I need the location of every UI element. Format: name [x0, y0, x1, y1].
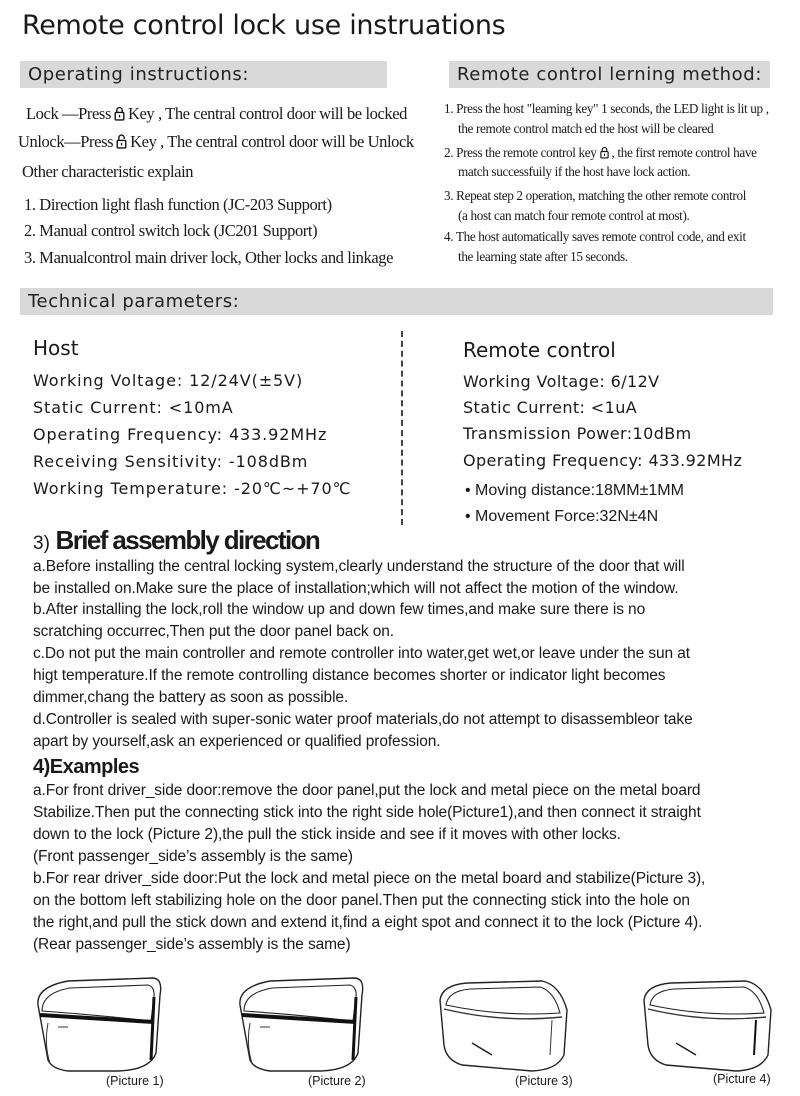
host-param: Working Temperature: -20℃~+70℃ [33, 479, 352, 498]
example-line: (Front passenger_side’s assembly is the same) [33, 848, 353, 865]
lock-instruction-prefix: Lock —Press [26, 104, 111, 123]
remote-bullet: • Moving distance:18MM±1MM [465, 482, 684, 499]
learning-step: 4. The host automatically saves remote control code, and exit [444, 229, 746, 244]
learning-step-2 [444, 144, 757, 161]
picture-caption: (Picture 1) [106, 1074, 164, 1088]
operating-instructions-heading: Operating instructions: [20, 61, 387, 88]
lock-instruction [26, 104, 407, 124]
unlock-instruction [18, 132, 414, 152]
padlock-closed-icon [114, 106, 125, 121]
examples-heading: 4)Examples [33, 756, 140, 778]
example-line: Stabilize.Then put the connecting stick into the right side hole(Picture1),and then connect it straight [33, 804, 701, 821]
picture-1-door-illustration [28, 975, 178, 1075]
remote-param: Working Voltage: 6/12V [463, 372, 660, 391]
page-title: Remote control lock use instruations [22, 10, 506, 41]
padlock-closed-icon [600, 146, 609, 159]
assembly-line: b.After installing the lock,roll the window up and down few times,and make sure there is no [33, 601, 646, 618]
characteristic-item: 3. Manualcontrol main driver lock, Other locks and linkage [24, 248, 394, 267]
remote-param: Static Current: <1uA [463, 398, 638, 417]
example-line: down to the lock (Picture 2),the pull the stick inside and see if it moves with other locks. [33, 826, 621, 843]
padlock-open-icon [116, 134, 127, 149]
example-line: (Rear passenger_side’s assembly is the same) [33, 936, 351, 953]
picture-caption: (Picture 4) [713, 1072, 771, 1086]
learning-step: (a host can match four remote control at most). [458, 208, 690, 223]
assembly-line: dimmer,chang the battery as soon as possible. [33, 689, 349, 706]
example-line: on the bottom left stabilizing hole on the door panel.Then put the connecting stick into the hole on [33, 892, 690, 909]
assembly-line: apart by yourself,ask an experienced or qualified profession. [33, 733, 441, 750]
host-heading: Host [33, 336, 79, 360]
assembly-line: be installed on.Make sure the place of installation;which will not affect the motion of the window. [33, 580, 679, 597]
assembly-line: a.Before installing the central locking system,clearly understand the structure of the door that will [33, 558, 685, 575]
learning-step: the learning state after 15 seconds. [458, 249, 628, 264]
host-param: Receiving Sensitivity: -108dBm [33, 452, 309, 471]
unlock-instruction-suffix: Key , The central control door will be Unlock [130, 132, 414, 151]
host-param: Operating Frequency: 433.92MHz [33, 425, 328, 444]
remote-param: Operating Frequency: 433.92MHz [463, 451, 743, 470]
learning-step: the remote control match ed the host will be cleared [458, 121, 714, 136]
picture-caption: (Picture 2) [308, 1074, 366, 1088]
assembly-line: d.Controller is sealed with super-sonic water proof materials,do not attempt to disassembleor take [33, 711, 693, 728]
lock-instruction-suffix: Key , The central control door will be locked [127, 104, 408, 123]
learning-step: 3. Repeat step 2 operation, matching the other remote control [444, 188, 747, 203]
picture-3-door-illustration [432, 975, 582, 1075]
picture-caption: (Picture 3) [515, 1074, 573, 1088]
learning-method-heading: Remote control lerning method: [449, 61, 770, 88]
column-divider [401, 331, 403, 525]
host-param: Static Current: <10mA [33, 398, 234, 417]
example-line: b.For rear driver_side door:Put the lock and metal piece on the metal board and stabilize(Picture 3), [33, 870, 706, 887]
example-line: the right,and pull the stick down and extend it,find a eight spot and connect it to the lock (Picture 4). [33, 914, 703, 931]
host-param: Working Voltage: 12/24V(±5V) [33, 371, 304, 390]
assembly-line: scratching occurrec,Then put the door panel back on. [33, 623, 394, 640]
assembly-line: c.Do not put the main controller and remote controller into water,get wet,or leave under the sun at [33, 645, 690, 662]
technical-parameters-heading: Technical parameters: [20, 288, 773, 315]
learning-step: match successfuily if the host have lock action. [458, 164, 691, 179]
example-line: a.For front driver_side door:remove the door panel,put the lock and metal piece on the metal board [33, 782, 701, 799]
assembly-heading [33, 525, 319, 556]
assembly-line: higt temperature.If the remote controlling distance becomes shorter or indicator light becomes [33, 667, 666, 684]
other-characteristic-label: Other characteristic explain [22, 162, 194, 181]
remote-param: Transmission Power:10dBm [463, 424, 692, 443]
learning-step-2-prefix: 2. Press the remote control key [444, 145, 597, 160]
unlock-instruction-prefix: Unlock—Press [18, 132, 114, 151]
picture-2-door-illustration [230, 975, 380, 1075]
learning-step: 1. Press the host "learning key" 1 seconds, the LED light is lit up , [444, 101, 769, 116]
assembly-title: Brief assembly direction [55, 525, 320, 555]
characteristic-item: 1. Direction light flash function (JC-203 Support) [24, 195, 332, 214]
learning-step-2-suffix: , the first remote control have [611, 145, 757, 160]
assembly-number: 3) [33, 533, 50, 554]
remote-bullet: • Movement Force:32N±4N [465, 508, 659, 525]
remote-control-heading: Remote control [463, 338, 616, 362]
characteristic-item: 2. Manual control switch lock (JC201 Support) [24, 221, 318, 240]
picture-4-door-illustration [636, 975, 786, 1075]
